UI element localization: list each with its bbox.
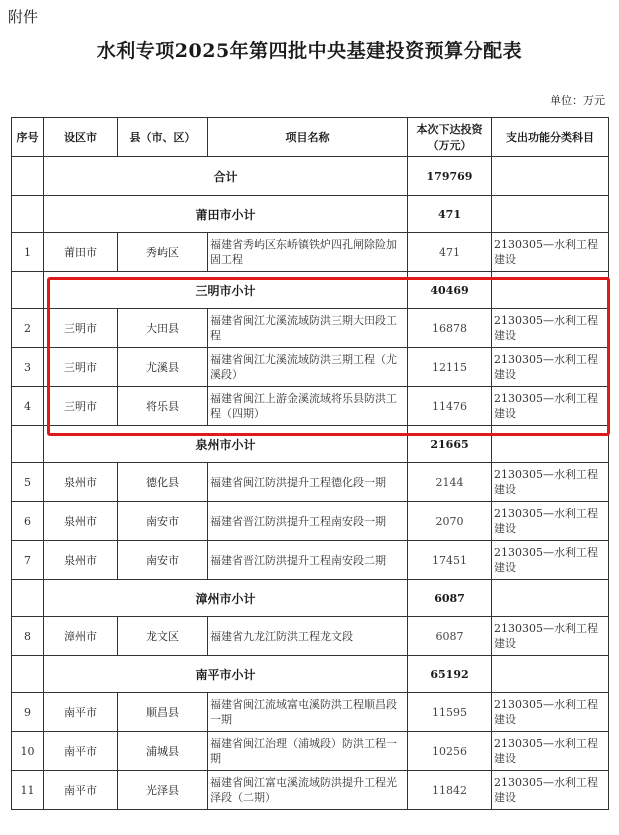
row-amount: 2144 [408,463,492,502]
budget-table [11,117,609,810]
row-project-name: 福建省秀屿区东峤镇铁炉四孔闸除险加固工程 [208,233,408,272]
subtotal-row [12,656,609,693]
subtotal-label: 三明市小计 [44,272,408,309]
subtotal-row [12,272,609,309]
table-row [12,541,609,580]
subtotal-label: 南平市小计 [44,656,408,693]
row-function-code: 2130305—水利工程建设 [492,732,609,771]
row-city: 三明市 [44,348,118,387]
unit-label: 单位：万元 [550,94,605,107]
table-row [12,771,609,810]
row-county: 将乐县 [118,387,208,426]
row-seq: 1 [12,233,44,272]
table-row [12,387,609,426]
row-city: 南平市 [44,693,118,732]
row-amount: 11476 [408,387,492,426]
row-project-name: 福建省九龙江防洪工程龙文段 [208,617,408,656]
row-seq: 7 [12,541,44,580]
row-city: 南平市 [44,771,118,810]
subtotal-label: 泉州市小计 [44,426,408,463]
row-function-code: 2130305—水利工程建设 [492,541,609,580]
row-city: 莆田市 [44,233,118,272]
subtotal-empty-func [492,157,609,196]
row-county: 光泽县 [118,771,208,810]
table-row [12,693,609,732]
subtotal-empty-seq [12,157,44,196]
subtotal-row [12,426,609,463]
row-city: 南平市 [44,732,118,771]
subtotal-empty-seq [12,656,44,693]
subtotal-empty-seq [12,580,44,617]
page-title: 水利专项2025年第四批中央基建投资预算分配表 [96,40,523,62]
row-project-name: 福建省闽江防洪提升工程德化段一期 [208,463,408,502]
row-project-name: 福建省闽江尤溪流域防洪三期大田段工程 [208,309,408,348]
table-row [12,502,609,541]
row-city: 泉州市 [44,463,118,502]
row-city: 漳州市 [44,617,118,656]
row-function-code: 2130305—水利工程建设 [492,693,609,732]
table-body [12,157,609,810]
row-project-name: 福建省闽江上游金溪流域将乐县防洪工程（四期） [208,387,408,426]
row-county: 尤溪县 [118,348,208,387]
subtotal-row [12,196,609,233]
row-county: 德化县 [118,463,208,502]
row-seq: 10 [12,732,44,771]
row-amount: 11842 [408,771,492,810]
subtotal-row [12,580,609,617]
row-county: 顺昌县 [118,693,208,732]
header-function: 支出功能分类科目 [492,118,609,157]
total-row [12,157,609,196]
row-amount: 16878 [408,309,492,348]
row-county: 南安市 [118,502,208,541]
subtotal-amount: 471 [408,196,492,233]
row-amount: 12115 [408,348,492,387]
row-function-code: 2130305—水利工程建设 [492,463,609,502]
row-function-code: 2130305—水利工程建设 [492,348,609,387]
total-amount: 179769 [408,157,492,196]
subtotal-amount: 40469 [408,272,492,309]
subtotal-label: 漳州市小计 [44,580,408,617]
row-amount: 2070 [408,502,492,541]
row-county: 秀屿区 [118,233,208,272]
header-seq: 序号 [12,118,44,157]
row-function-code: 2130305—水利工程建设 [492,309,609,348]
row-seq: 3 [12,348,44,387]
row-seq: 8 [12,617,44,656]
row-city: 泉州市 [44,502,118,541]
subtotal-amount: 65192 [408,656,492,693]
subtotal-empty-seq [12,426,44,463]
row-project-name: 福建省闽江尤溪流域防洪三期工程（尤溪段） [208,348,408,387]
subtotal-empty-func [492,272,609,309]
subtotal-amount: 6087 [408,580,492,617]
table-row [12,348,609,387]
row-county: 龙文区 [118,617,208,656]
table-row [12,233,609,272]
row-amount: 17451 [408,541,492,580]
table-row [12,617,609,656]
subtotal-empty-func [492,196,609,233]
table-row [12,309,609,348]
row-function-code: 2130305—水利工程建设 [492,233,609,272]
row-function-code: 2130305—水利工程建设 [492,502,609,541]
row-project-name: 福建省闽江富屯溪流域防洪提升工程光泽段（二期） [208,771,408,810]
header-project: 项目名称 [208,118,408,157]
table-row [12,732,609,771]
subtotal-empty-seq [12,272,44,309]
row-seq: 6 [12,502,44,541]
row-project-name: 福建省晋江防洪提升工程南安段一期 [208,502,408,541]
attachment-label: 附件 [8,8,39,26]
row-city: 三明市 [44,387,118,426]
row-county: 南安市 [118,541,208,580]
row-seq: 2 [12,309,44,348]
header-county: 县（市、区） [118,118,208,157]
row-seq: 4 [12,387,44,426]
row-amount: 6087 [408,617,492,656]
total-label: 合计 [44,157,408,196]
subtotal-amount: 21665 [408,426,492,463]
row-function-code: 2130305—水利工程建设 [492,617,609,656]
row-county: 浦城县 [118,732,208,771]
row-project-name: 福建省闽江治理（浦城段）防洪工程一期 [208,732,408,771]
subtotal-empty-func [492,580,609,617]
row-seq: 9 [12,693,44,732]
row-amount: 471 [408,233,492,272]
row-amount: 10256 [408,732,492,771]
row-function-code: 2130305—水利工程建设 [492,771,609,810]
row-amount: 11595 [408,693,492,732]
row-seq: 5 [12,463,44,502]
row-project-name: 福建省晋江防洪提升工程南安段二期 [208,541,408,580]
table-header-row [12,118,609,157]
row-function-code: 2130305—水利工程建设 [492,387,609,426]
row-project-name: 福建省闽江流域富屯溪防洪工程顺昌段一期 [208,693,408,732]
row-city: 三明市 [44,309,118,348]
row-county: 大田县 [118,309,208,348]
row-city: 泉州市 [44,541,118,580]
subtotal-empty-func [492,426,609,463]
subtotal-label: 莆田市小计 [44,196,408,233]
subtotal-empty-func [492,656,609,693]
header-city: 设区市 [44,118,118,157]
table-row [12,463,609,502]
header-amount: 本次下达投资（万元） [408,118,492,157]
subtotal-empty-seq [12,196,44,233]
row-seq: 11 [12,771,44,810]
